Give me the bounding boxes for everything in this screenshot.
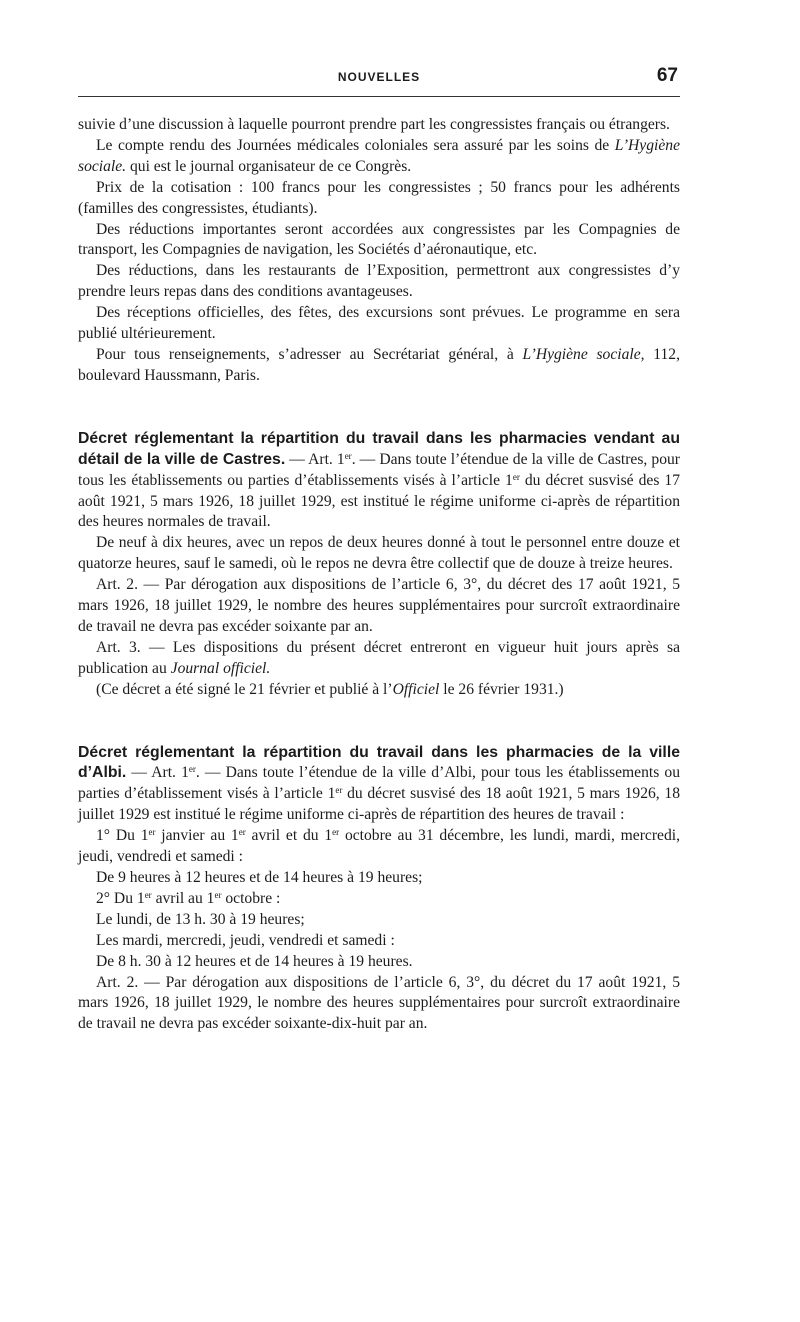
schedule-item: Les mardi, mercredi, jeudi, vendredi et samedi : — [96, 931, 395, 949]
journal-title: L’Hygiène sociale. — [78, 136, 680, 175]
paragraph: Des réductions, dans les restaurants de l’Exposition, permettront aux congressistes d’y prendre leurs repas dans des conditions avantageuses. — [78, 262, 680, 301]
schedule-item: 2° Du 1er avril au 1er octobre : — [96, 889, 281, 907]
decree-note: (Ce décret a été signé le 21 février et publié à l’Officiel le 26 février 1931.) — [96, 680, 564, 698]
running-title: NOUVELLES — [337, 70, 421, 84]
journal-title: L’Hygiène sociale, — [522, 345, 645, 363]
page-number: 67 — [656, 65, 678, 86]
paragraph: Des réceptions officielles, des fêtes, des excursions sont prévues. Le programme en sera publié ultérieurement. — [78, 304, 680, 343]
article: Art. 2. — Par dérogation aux dispositions de l’article 6, 3°, du décret des 17 août 1921, 5 mars 1926, 18 juillet 1929, le nombre des heures supplémentaires pour surcroît extraordinaire de travail ne devra pas excéder soixante par an. — [78, 576, 680, 635]
article: Art. 2. — Par dérogation aux dispositions de l’article 6, 3°, du décret du 17 août 1921, 5 mars 1926, 18 juillet 1929, le nombre des heures supplémentaires pour surcroît extraordinaire de travail ne devra pas excéder soixante-dix-huit par an. — [78, 973, 680, 1033]
paragraph: Pour tous renseignements, s’adresser au Secrétariat général, à L’Hygiène sociale, 112, boulevard Haussmann, Paris. — [78, 345, 680, 384]
page-body — [78, 115, 680, 1035]
albi-decree-opening: Décret réglementant la répartition du travail dans les pharmacies de la ville d’Albi. — Art. 1er. — Dans toute l’étendue de la ville d’Albi, pour tous les établissements ou parties d’établissement visés à l’article 1er du décret susvisé des 18 août 1921, 5 mars 1926, 18 juillet 1929 est institué le régime uniforme ci-après de répartition des heures de travail : — [78, 743, 681, 824]
paragraph: De neuf à dix heures, avec un repos de deux heures donné à tout le personnel entre douze et quatorze heures, sauf le samedi, où le repos ne devra être collectif que de douze à treize heures. — [78, 534, 680, 573]
paragraph: Des réductions importantes seront accordées aux congressistes par les Compagnies de transport, les Compagnies de navigation, les Sociétés d’aéronautique, etc. — [78, 220, 680, 259]
castres-decree-opening: Décret réglementant la répartition du travail dans les pharmacies vendant au détail de la ville de Castres. — Art. 1er. — Dans toute l’étendue de la ville de Castres, pour tous les établissements ou parties d’établissements visés à l’article 1er du décret susvisé des 17 août 1921, 5 mars 1926, 18 juillet 1929, est institué le régime uniforme ci-après de répartition des heures normales de travail. — [78, 429, 680, 531]
schedule-item: Le lundi, de 13 h. 30 à 19 heures; — [96, 910, 305, 928]
paragraph: suivie d’une discussion à laquelle pourront prendre part les congressistes français ou étrangers. — [78, 116, 670, 133]
castres-decree-title: Décret réglementant la répartition du travail dans les pharmacies vendant au détail de la ville de Castres. — [78, 429, 680, 468]
journal-title: Journal officiel. — [170, 659, 271, 677]
schedule-item: De 8 h. 30 à 12 heures et de 14 heures à 19 heures. — [96, 952, 413, 970]
page-header — [78, 62, 680, 97]
paragraph: Prix de la cotisation : 100 francs pour les congressistes ; 50 francs pour les adhérents (familles des congressistes, étudiants). — [78, 178, 680, 217]
albi-decree-title: Décret réglementant la répartition du travail dans les pharmacies de la ville d’Albi. — [78, 743, 680, 782]
schedule-item: De 9 heures à 12 heures et de 14 heures à 19 heures; — [96, 869, 423, 886]
paragraph: Le compte rendu des Journées médicales coloniales sera assuré par les soins de L’Hygiène sociale. qui est le journal organisateur de ce Congrès. — [78, 136, 680, 175]
schedule-item: 1° Du 1er janvier au 1er avril et du 1er octobre au 31 décembre, les lundi, mardi, mercredi, jeudi, vendredi et samedi : — [78, 827, 680, 866]
article: Art. 3. — Les dispositions du présent décret entreront en vigueur huit jours après sa publication au Journal officiel. — [78, 638, 680, 677]
